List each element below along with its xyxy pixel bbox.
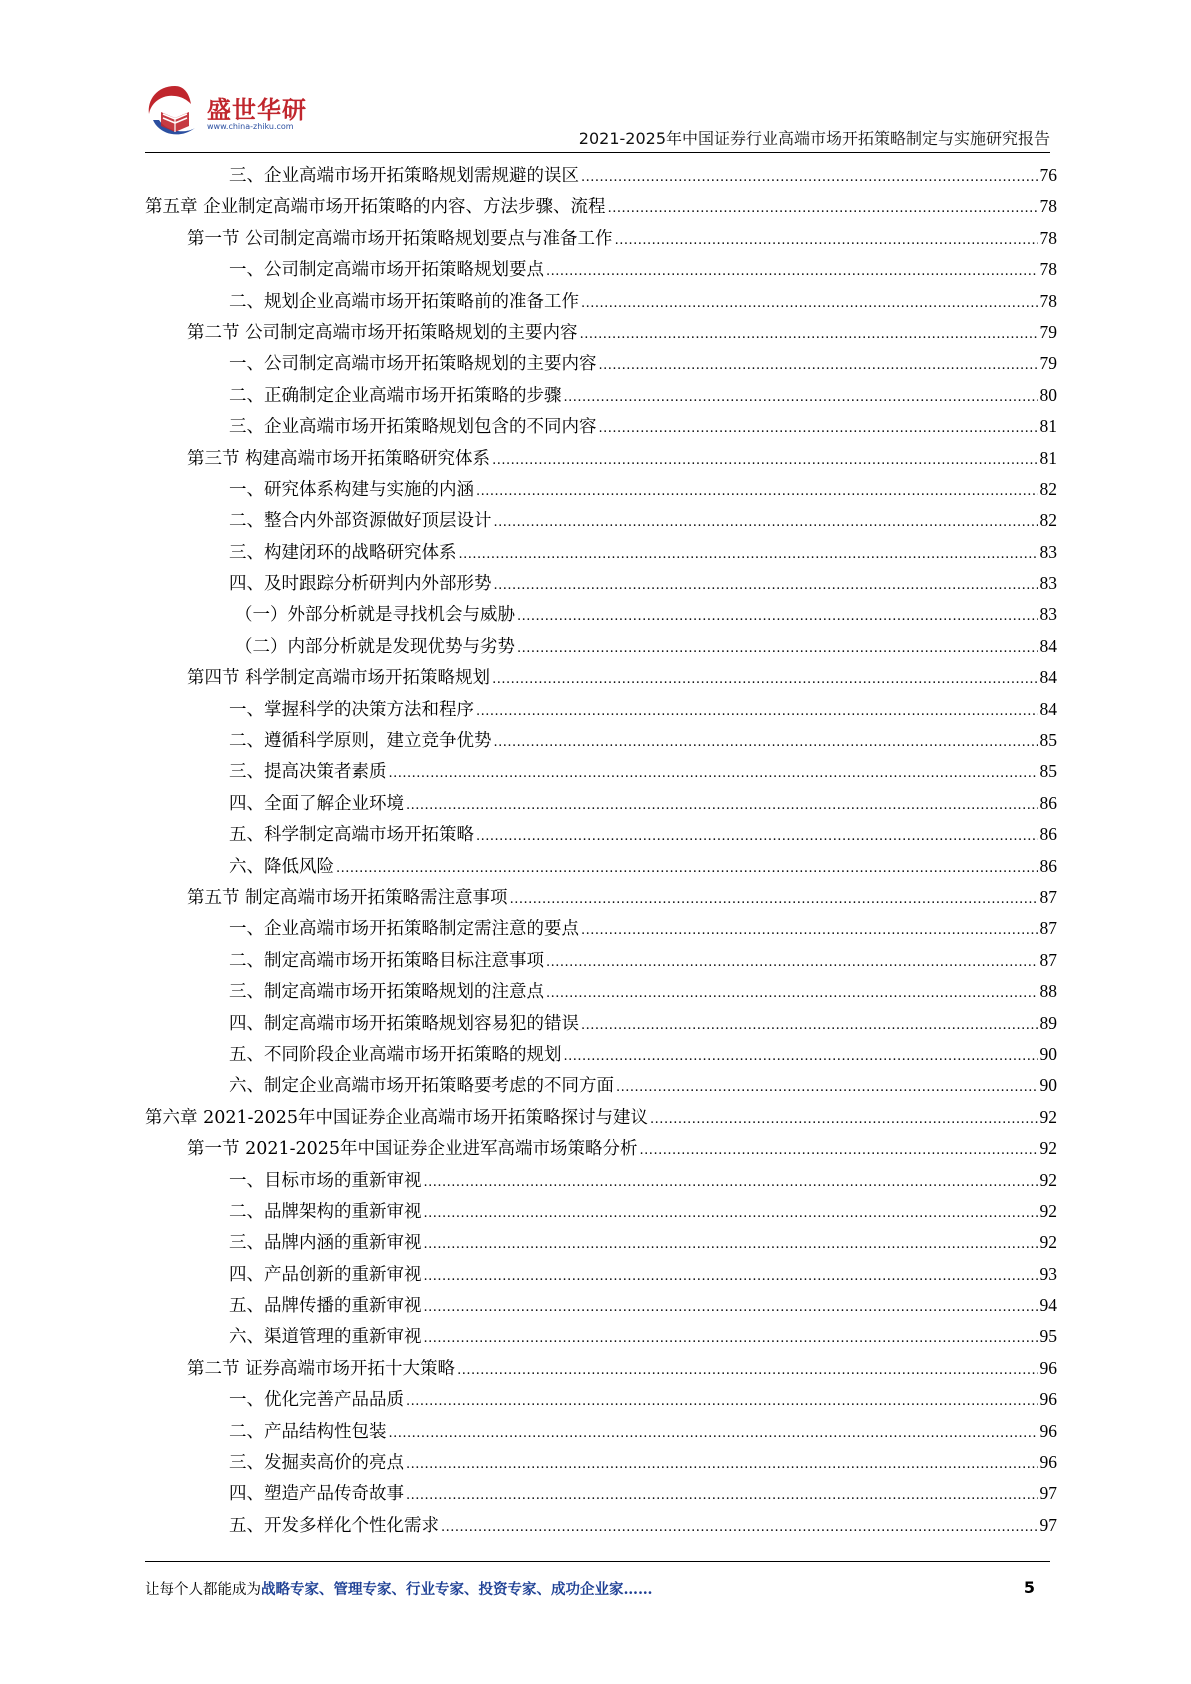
toc-dot-leader [581,162,1038,193]
toc-entry-page: 78 [1039,290,1057,311]
toc-entry[interactable] [145,1070,1057,1101]
toc-entry[interactable] [145,1510,1057,1541]
toc-entry-label: 六、制定企业高端市场开拓策略要考虑的不同方面 [229,1076,614,1097]
toc-entry-label: 三、发掘卖高价的亮点 [229,1453,404,1474]
toc-dot-leader [599,350,1038,381]
toc-dot-leader [608,193,1038,224]
toc-entry-label: 第三节 构建高端市场开拓策略研究体系 [187,448,491,469]
toc-entry[interactable] [145,443,1057,474]
toc-dot-leader [546,978,1038,1009]
toc-entry-label: 二、品牌架构的重新审视 [229,1201,422,1222]
toc-dot-leader [476,476,1038,507]
toc-entry[interactable] [145,1227,1057,1258]
toc-entry-page: 81 [1039,447,1057,468]
toc-entry-page: 89 [1039,1012,1057,1033]
toc-dot-leader [336,853,1038,884]
toc-dot-leader [616,1072,1038,1103]
toc-entry-page: 95 [1039,1326,1057,1347]
toc-dot-leader [441,1512,1038,1543]
toc-entry-page: 96 [1039,1420,1057,1441]
toc-dot-leader [424,1198,1038,1229]
toc-entry-label: 第六章 2021-2025年中国证券企业高端市场开拓策略探讨与建议 [145,1107,649,1128]
page-header [145,78,1050,148]
brand-url: www.china-zhiku.com [207,122,294,131]
toc-dot-leader [517,633,1038,664]
toc-entry-page: 86 [1039,792,1057,813]
toc-entry-page: 88 [1039,981,1057,1002]
toc-entry[interactable] [145,788,1057,819]
toc-entry-page: 79 [1039,321,1057,342]
toc-entry-label: 四、及时跟踪分析研判内外部形势 [229,574,492,595]
toc-entry-label: 二、正确制定企业高端市场开拓策略的步骤 [229,385,562,406]
toc-entry-label: 第二节 公司制定高端市场开拓策略规划的主要内容 [187,322,578,343]
toc-entry-page: 78 [1039,196,1057,217]
toc-dot-leader [494,727,1038,758]
toc-dot-leader [599,413,1038,444]
toc-entry-label: 二、遵循科学原则，建立竞争优势 [229,731,492,752]
toc-entry-label: 三、企业高端市场开拓策略规划需规避的误区 [229,166,579,186]
toc-entry[interactable] [145,725,1057,756]
toc-entry-label: 一、研究体系构建与实施的内涵 [229,479,474,500]
toc-entry-label: 五、科学制定高端市场开拓策略 [229,825,474,846]
toc-entry[interactable] [145,662,1057,693]
toc-entry-page: 90 [1039,1043,1057,1064]
toc-entry[interactable] [145,694,1057,725]
brand-logo [145,82,335,144]
toc-entry[interactable] [145,631,1057,662]
footer-divider [145,1561,1050,1562]
toc-entry-label: 六、渠道管理的重新审视 [229,1327,422,1348]
toc-entry-page: 97 [1039,1483,1057,1504]
toc-entry-page: 93 [1039,1263,1057,1284]
toc-entry[interactable] [145,411,1057,442]
toc-entry-label: 一、企业高端市场开拓策略制定需注意的要点 [229,919,579,940]
toc-entry-label: 四、全面了解企业环境 [229,793,404,814]
toc-dot-leader [546,256,1038,287]
toc-dot-leader [406,1480,1038,1511]
toc-dot-leader [581,1010,1038,1041]
toc-entry[interactable] [145,1008,1057,1039]
toc-entry-page: 96 [1039,1357,1057,1378]
toc-dot-leader [580,319,1038,350]
toc-entry[interactable] [145,1290,1057,1321]
toc-entry-label: 四、产品创新的重新审视 [229,1264,422,1285]
toc-entry[interactable] [145,851,1057,882]
toc-dot-leader [564,1041,1038,1072]
toc-dot-leader [476,696,1038,727]
toc-entry-label: 一、优化完善产品品质 [229,1390,404,1411]
toc-entry-label: 一、公司制定高端市场开拓策略规划的主要内容 [229,354,597,375]
toc-dot-leader [406,1386,1038,1417]
toc-entry-page: 84 [1039,635,1057,656]
toc-dot-leader [406,790,1038,821]
toc-entry-page: 76 [1039,165,1057,185]
table-of-contents [145,160,1057,1541]
toc-entry-page: 92 [1039,1106,1057,1127]
toc-dot-leader [424,1229,1038,1260]
toc-entry-page: 85 [1039,761,1057,782]
toc-entry-label: 第五节 制定高端市场开拓策略需注意事项 [187,887,508,908]
toc-entry-label: 四、塑造产品传奇故事 [229,1484,404,1505]
toc-entry-label: 三、品牌内涵的重新审视 [229,1233,422,1254]
toc-dot-leader [457,1355,1037,1386]
toc-entry[interactable] [145,913,1057,944]
toc-entry-label: （二）内部分析就是发现优势与劣势 [235,636,515,657]
footer-slogan-roles: 战略专家、管理专家、行业专家、投资专家、成功企业家…… [261,1581,653,1598]
toc-dot-leader [389,758,1038,789]
toc-entry-label: 二、产品结构性包装 [229,1421,387,1442]
toc-entry-label: 一、掌握科学的决策方法和程序 [229,699,474,720]
toc-entry-page: 85 [1039,730,1057,751]
toc-entry[interactable] [145,380,1057,411]
toc-dot-leader [510,884,1038,915]
toc-entry[interactable] [145,945,1057,976]
toc-dot-leader [581,288,1038,319]
toc-entry[interactable] [145,317,1057,348]
toc-entry-label: 三、制定高端市场开拓策略规划的注意点 [229,982,544,1003]
toc-dot-leader [615,225,1038,256]
toc-entry[interactable] [145,1416,1057,1447]
toc-dot-leader [492,445,1037,476]
toc-entry-label: 二、制定高端市场开拓策略目标注意事项 [229,950,544,971]
toc-entry-page: 82 [1039,510,1057,531]
toc-entry-label: 第一节 2021-2025年中国证券企业进军高端市场策略分析 [187,1139,638,1160]
toc-entry-label: 二、整合内外部资源做好顶层设计 [229,511,492,532]
toc-entry[interactable] [145,1259,1057,1290]
document-title: 2021-2025年中国证券行业高端市场开拓策略制定与实施研究报告 [578,129,1050,148]
toc-dot-leader [546,947,1038,978]
toc-entry[interactable] [145,254,1057,285]
toc-entry-label: 五、不同阶段企业高端市场开拓策略的规划 [229,1044,562,1065]
toc-entry-page: 84 [1039,667,1057,688]
toc-entry-page: 92 [1039,1138,1057,1159]
toc-entry-page: 78 [1039,227,1057,248]
toc-entry-page: 92 [1039,1200,1057,1221]
toc-entry[interactable] [145,505,1057,536]
toc-dot-leader [424,1167,1038,1198]
toc-entry-label: 五、开发多样化个性化需求 [229,1515,439,1536]
toc-entry-label: 五、品牌传播的重新审视 [229,1296,422,1317]
toc-entry[interactable] [145,1133,1057,1164]
toc-entry-page: 97 [1039,1514,1057,1535]
toc-entry[interactable] [145,882,1057,913]
brand-name: 盛世华研 [207,96,307,124]
toc-entry[interactable] [145,568,1057,599]
toc-entry-page: 81 [1039,416,1057,437]
toc-entry[interactable] [145,1321,1057,1352]
header-divider [145,152,1050,153]
page-footer [145,1578,1035,1602]
toc-entry-label: 一、公司制定高端市场开拓策略规划要点 [229,260,544,281]
toc-entry[interactable] [145,819,1057,850]
toc-entry-page: 92 [1039,1232,1057,1253]
toc-entry-page: 92 [1039,1169,1057,1190]
toc-dot-leader [517,601,1038,632]
toc-entry[interactable] [145,537,1057,568]
toc-entry[interactable] [145,1102,1057,1133]
toc-entry[interactable] [145,1039,1057,1070]
toc-dot-leader [492,664,1037,695]
toc-dot-leader [406,1449,1038,1480]
toc-entry[interactable] [145,599,1057,630]
toc-dot-leader [424,1323,1038,1354]
toc-dot-leader [581,915,1038,946]
toc-entry-page: 86 [1039,855,1057,876]
toc-entry-page: 82 [1039,478,1057,499]
toc-entry-label: （一）外部分析就是寻找机会与威胁 [235,605,515,626]
toc-entry-page: 84 [1039,698,1057,719]
toc-entry[interactable] [145,160,1057,191]
toc-entry[interactable] [145,756,1057,787]
toc-dot-leader [494,507,1038,538]
toc-entry-label: 第四节 科学制定高端市场开拓策略规划 [187,668,491,689]
toc-entry-page: 83 [1039,604,1057,625]
toc-entry[interactable] [145,1478,1057,1509]
brand-emblem-icon [145,82,205,144]
toc-dot-leader [459,539,1038,570]
toc-entry-page: 83 [1039,573,1057,594]
toc-entry-label: 三、提高决策者素质 [229,762,387,783]
toc-entry-page: 87 [1039,918,1057,939]
toc-entry-page: 78 [1039,259,1057,280]
toc-dot-leader [424,1292,1038,1323]
toc-dot-leader [640,1135,1038,1166]
toc-entry-page: 86 [1039,824,1057,845]
page-number: 5 [1023,1578,1035,1597]
toc-entry-page: 96 [1039,1452,1057,1473]
toc-entry-label: 四、制定高端市场开拓策略规划容易犯的错误 [229,1013,579,1034]
toc-entry[interactable] [145,286,1057,317]
toc-entry[interactable] [145,474,1057,505]
toc-entry[interactable] [145,1165,1057,1196]
toc-dot-leader [564,382,1038,413]
toc-entry-page: 80 [1039,384,1057,405]
toc-entry[interactable] [145,1447,1057,1478]
toc-entry-page: 96 [1039,1389,1057,1410]
toc-entry-page: 87 [1039,886,1057,907]
toc-entry-label: 二、规划企业高端市场开拓策略前的准备工作 [229,291,579,312]
toc-entry[interactable] [145,1196,1057,1227]
toc-entry-page: 87 [1039,949,1057,970]
toc-entry-label: 一、目标市场的重新审视 [229,1170,422,1191]
toc-entry-page: 90 [1039,1075,1057,1096]
toc-entry-page: 94 [1039,1295,1057,1316]
toc-dot-leader [424,1261,1038,1292]
toc-entry[interactable] [145,1384,1057,1415]
toc-entry-label: 第五章 企业制定高端市场开拓策略的内容、方法步骤、流程 [145,197,606,218]
toc-dot-leader [650,1104,1037,1135]
toc-entry-label: 第二节 证券高端市场开拓十大策略 [187,1358,456,1379]
toc-dot-leader [389,1418,1038,1449]
toc-entry-label: 六、降低风险 [229,856,334,877]
toc-entry-label: 三、企业高端市场开拓策略规划包含的不同内容 [229,417,597,438]
toc-dot-leader [494,570,1038,601]
toc-entry[interactable] [145,223,1057,254]
toc-entry[interactable] [145,976,1057,1007]
toc-entry[interactable] [145,1353,1057,1384]
toc-entry[interactable] [145,191,1057,222]
toc-entry-page: 83 [1039,541,1057,562]
toc-entry-label: 第一节 公司制定高端市场开拓策略规划要点与准备工作 [187,228,613,249]
toc-entry-page: 79 [1039,353,1057,374]
toc-dot-leader [476,821,1038,852]
toc-entry-label: 三、构建闭环的战略研究体系 [229,542,457,563]
toc-entry[interactable] [145,348,1057,379]
footer-slogan-prefix: 让每个人都能成为 [145,1582,261,1598]
